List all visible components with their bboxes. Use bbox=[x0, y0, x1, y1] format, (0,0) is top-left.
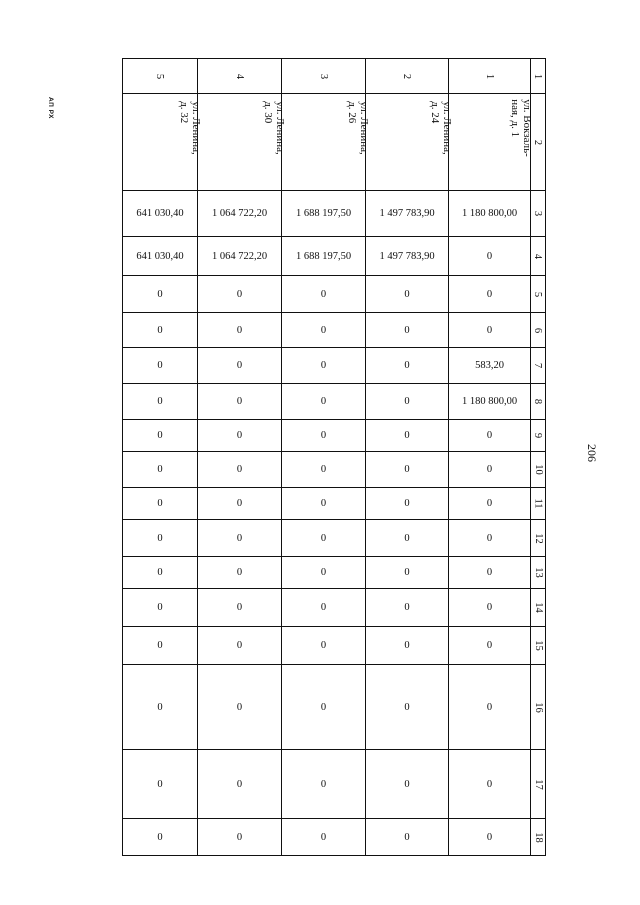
cell-value: 0 bbox=[486, 498, 493, 509]
column-number: 2 bbox=[532, 139, 544, 145]
value-cell bbox=[282, 276, 365, 312]
column-number-cell bbox=[531, 59, 545, 93]
cell-value: 0 bbox=[157, 396, 163, 407]
cell-value: 0 bbox=[236, 602, 243, 613]
value-cell bbox=[198, 750, 281, 818]
value-cell bbox=[366, 348, 448, 383]
column-number-cell bbox=[531, 589, 545, 626]
cell-value: 1 497 783,90 bbox=[379, 208, 435, 219]
value-cell bbox=[123, 557, 197, 588]
cell-value: 0 bbox=[236, 464, 243, 475]
cell-value: 0 bbox=[486, 430, 493, 441]
cell-value: 0 bbox=[320, 701, 327, 713]
cell-value: 0 bbox=[320, 396, 327, 407]
value-cell bbox=[282, 313, 365, 347]
cell-value: 0 bbox=[486, 250, 493, 262]
row-index-cell bbox=[366, 59, 448, 93]
value-cell bbox=[449, 191, 530, 236]
value-cell bbox=[366, 276, 448, 312]
value-cell bbox=[282, 520, 365, 556]
address-cell bbox=[449, 94, 534, 190]
cell-value: 0 bbox=[404, 831, 410, 843]
cell-value: 0 bbox=[486, 464, 493, 475]
cell-value: 0 bbox=[236, 640, 243, 651]
row-index-cell bbox=[198, 59, 281, 93]
value-cell bbox=[198, 488, 281, 519]
value-cell bbox=[123, 589, 197, 626]
column-number-cell bbox=[531, 520, 545, 556]
cell-value: 0 bbox=[157, 701, 163, 713]
value-cell bbox=[449, 557, 530, 588]
value-cell bbox=[123, 191, 197, 236]
column-number-cell bbox=[531, 452, 545, 487]
cell-value: 0 bbox=[320, 430, 327, 441]
value-cell bbox=[282, 420, 365, 451]
cell-value: 0 bbox=[404, 602, 410, 613]
column-number: 1 bbox=[532, 73, 544, 79]
cell-value: 0 bbox=[236, 288, 243, 300]
cell-value: 0 bbox=[236, 430, 243, 441]
cell-value: 0 bbox=[236, 567, 243, 578]
cell-value: 0 bbox=[236, 532, 243, 544]
column-number: 3 bbox=[532, 210, 544, 217]
value-cell bbox=[123, 384, 197, 419]
value-cell bbox=[282, 627, 365, 664]
table-vertical-rule bbox=[545, 58, 546, 856]
cell-value: 0 bbox=[320, 464, 327, 475]
value-cell bbox=[449, 452, 530, 487]
column-number-cell bbox=[531, 557, 545, 588]
cell-value: 641 030,40 bbox=[136, 250, 184, 262]
cell-value: 0 bbox=[236, 831, 243, 843]
value-cell bbox=[449, 520, 530, 556]
cell-value: 0 bbox=[486, 567, 493, 578]
cell-value: 0 bbox=[404, 324, 410, 336]
value-cell bbox=[366, 452, 448, 487]
cell-value: 0 bbox=[320, 360, 327, 371]
column-number-cell bbox=[531, 627, 545, 664]
column-number: 17 bbox=[532, 778, 544, 790]
cell-value: 0 bbox=[157, 831, 163, 843]
value-cell bbox=[366, 237, 448, 275]
row-index-cell bbox=[282, 59, 365, 93]
value-cell bbox=[123, 819, 197, 855]
cell-value: 0 bbox=[320, 567, 327, 578]
value-cell bbox=[449, 420, 530, 451]
value-cell bbox=[449, 313, 530, 347]
cell-value: 0 bbox=[320, 288, 327, 300]
column-number-cell bbox=[531, 348, 545, 383]
row-index: 4 bbox=[234, 73, 245, 79]
value-cell bbox=[123, 313, 197, 347]
value-cell bbox=[123, 420, 197, 451]
column-number-cell bbox=[531, 665, 545, 749]
cell-value: 1 064 722,20 bbox=[211, 250, 268, 262]
address-label: ул. Ленина, д. 24 bbox=[429, 101, 454, 155]
archive-stamp: АП РХ bbox=[47, 96, 54, 119]
cell-value: 1 497 783,90 bbox=[379, 250, 435, 262]
cell-value: 0 bbox=[404, 498, 410, 509]
cell-value: 0 bbox=[404, 701, 410, 713]
column-number-cell bbox=[531, 420, 545, 451]
cell-value: 0 bbox=[236, 360, 243, 371]
address-label: ул. Ленина, д. 26 bbox=[346, 101, 371, 155]
cell-value: 583,20 bbox=[475, 360, 504, 371]
value-cell bbox=[449, 488, 530, 519]
table-horizontal-rule bbox=[122, 855, 546, 856]
value-cell bbox=[123, 520, 197, 556]
cell-value: 0 bbox=[236, 324, 243, 336]
cell-value: 0 bbox=[404, 288, 410, 300]
cell-value: 641 030,40 bbox=[136, 208, 184, 219]
cell-value: 0 bbox=[320, 532, 327, 544]
cell-value: 0 bbox=[157, 360, 163, 371]
address-label: ул. Ленина, д. 32 bbox=[178, 101, 203, 155]
column-number: 18 bbox=[532, 831, 544, 843]
column-number: 16 bbox=[532, 701, 544, 713]
value-cell bbox=[198, 557, 281, 588]
value-cell bbox=[282, 237, 365, 275]
value-cell bbox=[282, 348, 365, 383]
cell-value: 0 bbox=[236, 396, 243, 407]
value-cell bbox=[366, 819, 448, 855]
column-number: 6 bbox=[532, 327, 544, 333]
value-cell bbox=[366, 557, 448, 588]
column-number: 8 bbox=[532, 398, 544, 405]
address-cell bbox=[282, 94, 371, 190]
cell-value: 1 064 722,20 bbox=[211, 208, 268, 219]
value-cell bbox=[366, 191, 448, 236]
value-cell bbox=[282, 452, 365, 487]
row-index-cell bbox=[449, 59, 530, 93]
value-cell bbox=[282, 557, 365, 588]
value-cell bbox=[198, 819, 281, 855]
column-number: 11 bbox=[532, 498, 544, 509]
cell-value: 0 bbox=[157, 602, 163, 613]
value-cell bbox=[282, 488, 365, 519]
cell-value: 0 bbox=[486, 324, 493, 336]
column-number-cell bbox=[531, 276, 545, 312]
address-cell bbox=[366, 94, 454, 190]
column-number: 12 bbox=[532, 532, 544, 544]
cell-value: 1 688 197,50 bbox=[295, 250, 352, 262]
value-cell bbox=[366, 589, 448, 626]
value-cell bbox=[366, 520, 448, 556]
column-number-cell bbox=[531, 750, 545, 818]
column-number-cell bbox=[531, 819, 545, 855]
value-cell bbox=[123, 627, 197, 664]
cell-value: 0 bbox=[404, 430, 410, 441]
column-number: 14 bbox=[532, 602, 544, 613]
cell-value: 0 bbox=[157, 324, 163, 336]
cell-value: 0 bbox=[320, 324, 327, 336]
column-number-cell bbox=[531, 384, 545, 419]
cell-value: 0 bbox=[404, 464, 410, 475]
value-cell bbox=[198, 276, 281, 312]
cell-value: 0 bbox=[404, 360, 410, 371]
value-cell bbox=[123, 452, 197, 487]
cell-value: 0 bbox=[486, 778, 493, 790]
cell-value: 0 bbox=[157, 430, 163, 441]
cell-value: 0 bbox=[157, 288, 163, 300]
page-number: 206 bbox=[585, 444, 599, 462]
value-cell bbox=[198, 348, 281, 383]
cell-value: 0 bbox=[486, 701, 493, 713]
value-cell bbox=[282, 750, 365, 818]
cell-value: 0 bbox=[320, 778, 327, 790]
cell-value: 0 bbox=[404, 640, 410, 651]
value-cell bbox=[123, 488, 197, 519]
value-cell bbox=[449, 665, 530, 749]
column-number-cell bbox=[531, 191, 545, 236]
value-cell bbox=[123, 750, 197, 818]
value-cell bbox=[198, 627, 281, 664]
value-cell bbox=[198, 420, 281, 451]
column-number: 7 bbox=[532, 362, 544, 369]
cell-value: 0 bbox=[404, 396, 410, 407]
column-number: 5 bbox=[532, 291, 544, 297]
value-cell bbox=[366, 313, 448, 347]
address-cell bbox=[198, 94, 287, 190]
cell-value: 0 bbox=[486, 831, 493, 843]
cell-value: 0 bbox=[486, 288, 493, 300]
value-cell bbox=[282, 589, 365, 626]
cell-value: 0 bbox=[486, 602, 493, 613]
value-cell bbox=[198, 237, 281, 275]
value-cell bbox=[449, 384, 530, 419]
value-cell bbox=[198, 520, 281, 556]
row-index-cell bbox=[123, 59, 197, 93]
value-cell bbox=[449, 589, 530, 626]
column-number: 15 bbox=[532, 640, 544, 651]
cell-value: 0 bbox=[157, 778, 163, 790]
value-cell bbox=[449, 237, 530, 275]
cell-value: 1 688 197,50 bbox=[295, 208, 352, 219]
value-cell bbox=[198, 665, 281, 749]
value-cell bbox=[198, 589, 281, 626]
cell-value: 0 bbox=[157, 567, 163, 578]
cell-value: 0 bbox=[320, 602, 327, 613]
column-number-cell bbox=[531, 94, 545, 190]
cell-value: 0 bbox=[157, 640, 163, 651]
address-label: ул. Ленина, д. 30 bbox=[262, 101, 287, 155]
value-cell bbox=[366, 750, 448, 818]
value-cell bbox=[282, 384, 365, 419]
cell-value: 1 180 800,00 bbox=[461, 396, 518, 407]
value-cell bbox=[282, 191, 365, 236]
column-number: 13 bbox=[532, 567, 544, 578]
cell-value: 0 bbox=[236, 701, 243, 713]
cell-value: 0 bbox=[320, 831, 327, 843]
value-cell bbox=[282, 665, 365, 749]
cell-value: 0 bbox=[404, 567, 410, 578]
address-cell bbox=[123, 94, 203, 190]
value-cell bbox=[449, 819, 530, 855]
cell-value: 0 bbox=[404, 778, 410, 790]
value-cell bbox=[198, 313, 281, 347]
cell-value: 0 bbox=[157, 498, 163, 509]
value-cell bbox=[366, 420, 448, 451]
column-number: 4 bbox=[532, 253, 544, 259]
cell-value: 0 bbox=[320, 640, 327, 651]
value-cell bbox=[449, 750, 530, 818]
value-cell bbox=[123, 665, 197, 749]
value-cell bbox=[123, 237, 197, 275]
cell-value: 0 bbox=[157, 464, 163, 475]
column-number-cell bbox=[531, 488, 545, 519]
address-label: ул. Вокзаль- ная, д. 1 bbox=[509, 99, 534, 157]
value-cell bbox=[123, 348, 197, 383]
row-index: 3 bbox=[318, 73, 329, 79]
cell-value: 0 bbox=[486, 640, 493, 651]
value-cell bbox=[198, 452, 281, 487]
row-index: 1 bbox=[484, 73, 495, 79]
value-cell bbox=[366, 384, 448, 419]
row-index: 2 bbox=[401, 73, 413, 79]
cell-value: 0 bbox=[320, 498, 327, 509]
cell-value: 0 bbox=[236, 778, 243, 790]
value-cell bbox=[449, 348, 530, 383]
value-cell bbox=[449, 276, 530, 312]
value-cell bbox=[282, 819, 365, 855]
value-cell bbox=[449, 627, 530, 664]
value-cell bbox=[123, 276, 197, 312]
row-index: 5 bbox=[154, 73, 166, 79]
value-cell bbox=[198, 191, 281, 236]
cell-value: 0 bbox=[404, 532, 410, 544]
value-cell bbox=[198, 384, 281, 419]
value-cell bbox=[366, 488, 448, 519]
cell-value: 0 bbox=[236, 498, 243, 509]
cell-value: 1 180 800,00 bbox=[461, 208, 518, 219]
column-number: 10 bbox=[532, 464, 544, 475]
column-number: 9 bbox=[532, 432, 544, 439]
cell-value: 0 bbox=[157, 532, 163, 544]
cell-value: 0 bbox=[486, 532, 493, 544]
value-cell bbox=[366, 665, 448, 749]
column-number-cell bbox=[531, 237, 545, 275]
column-number-cell bbox=[531, 313, 545, 347]
value-cell bbox=[366, 627, 448, 664]
